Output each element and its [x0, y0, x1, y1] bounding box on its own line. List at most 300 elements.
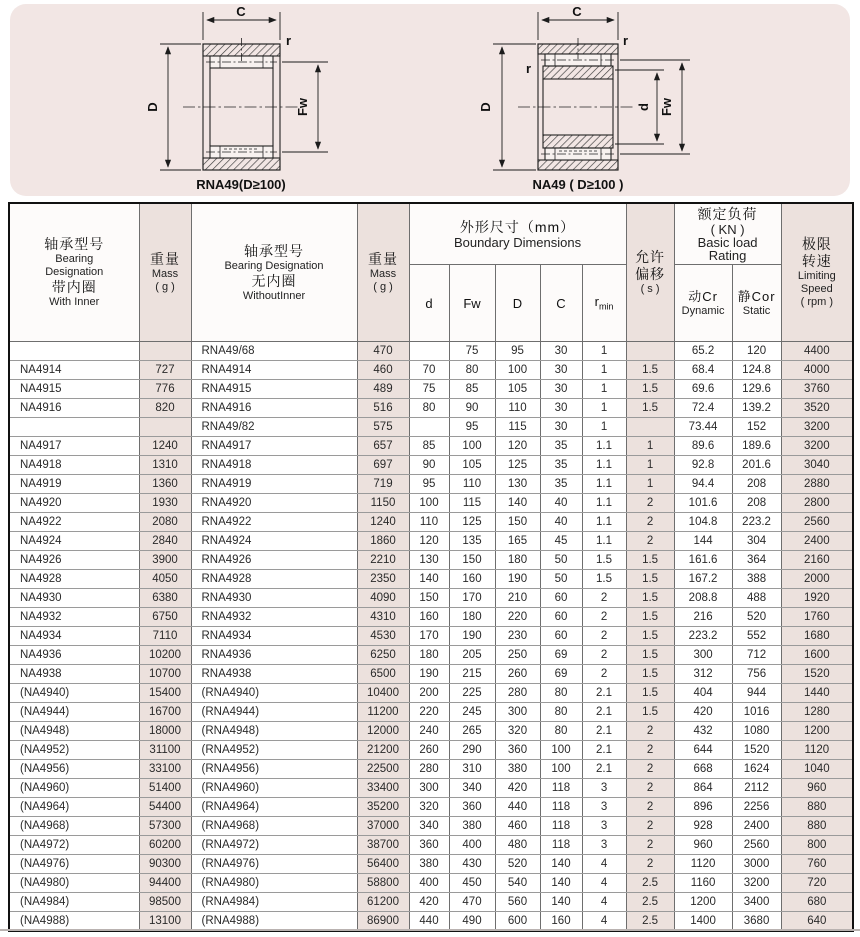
dim-fw: 125 [449, 513, 495, 532]
allowable-offset-s: 1.5 [626, 703, 674, 722]
dim-D: 95 [495, 342, 540, 361]
static-load-cor: 304 [732, 532, 781, 551]
mass-with-inner: 1240 [139, 437, 191, 456]
dim-D: 380 [495, 760, 540, 779]
dim-fw: 490 [449, 912, 495, 932]
bearing-spec-table-wrap [8, 202, 852, 932]
mass-without-inner: 86900 [357, 912, 409, 932]
limiting-speed: 800 [781, 836, 853, 855]
dim-label-D-left: D [145, 102, 160, 112]
with-inner-designation: NA4919 [9, 475, 139, 494]
limiting-speed: 2800 [781, 494, 853, 513]
dynamic-load-cr: 72.4 [674, 399, 732, 418]
allowable-offset-s: 1.5 [626, 570, 674, 589]
dim-fw: 150 [449, 551, 495, 570]
mass-without-inner: 489 [357, 380, 409, 399]
static-load-cor: 208 [732, 494, 781, 513]
header-without-inner-zh: 轴承型号 [244, 242, 304, 259]
with-inner-designation: NA4934 [9, 627, 139, 646]
rna49-caption: RNA49(D≥100) [196, 177, 286, 192]
dim-d: 440 [409, 912, 449, 932]
dim-fw: 90 [449, 399, 495, 418]
dim-d: 110 [409, 513, 449, 532]
static-load-cor: 488 [732, 589, 781, 608]
table-row [9, 551, 853, 570]
dim-C: 35 [540, 437, 582, 456]
header-mass-zh: 重量 [150, 251, 180, 267]
mass-with-inner: 7110 [139, 627, 191, 646]
dim-rmin: 1 [582, 418, 626, 437]
table-row [9, 342, 853, 361]
dim-D: 220 [495, 608, 540, 627]
dim-fw: 190 [449, 627, 495, 646]
limiting-speed: 2400 [781, 532, 853, 551]
dynamic-load-cr: 896 [674, 798, 732, 817]
dim-fw: 75 [449, 342, 495, 361]
with-inner-designation: (NA4956) [9, 760, 139, 779]
limiting-speed: 1120 [781, 741, 853, 760]
dim-C: 45 [540, 532, 582, 551]
table-row [9, 703, 853, 722]
dim-rmin: 2 [582, 646, 626, 665]
mass-with-inner: 90300 [139, 855, 191, 874]
rna49-drawing [183, 38, 300, 170]
without-inner-designation: RNA4914 [191, 361, 357, 380]
header-without-inner-zh2: 无内圈 [251, 272, 297, 289]
dim-fw: 310 [449, 760, 495, 779]
dim-d [409, 418, 449, 437]
dynamic-load-cr: 928 [674, 817, 732, 836]
header-basic-load-rating [674, 203, 781, 265]
header-speed-unit: ( rpm ) [800, 296, 833, 308]
with-inner-designation: NA4914 [9, 361, 139, 380]
without-inner-designation: (RNA4980) [191, 874, 357, 893]
without-inner-designation: (RNA4944) [191, 703, 357, 722]
dim-D: 230 [495, 627, 540, 646]
with-inner-designation: NA4917 [9, 437, 139, 456]
dim-fw: 340 [449, 779, 495, 798]
mass-without-inner: 21200 [357, 741, 409, 760]
header-mass-en: Mass [151, 268, 179, 280]
header-dim-d: d [409, 265, 449, 342]
mass-without-inner: 697 [357, 456, 409, 475]
static-load-cor: 552 [732, 627, 781, 646]
dim-rmin: 2.1 [582, 722, 626, 741]
without-inner-designation: RNA4928 [191, 570, 357, 589]
mass-without-inner: 12000 [357, 722, 409, 741]
allowable-offset-s [626, 342, 674, 361]
header-with-inner-zh: 轴承型号 [44, 236, 105, 252]
dim-C: 118 [540, 779, 582, 798]
dynamic-load-cr: 167.2 [674, 570, 732, 589]
mass-without-inner: 4090 [357, 589, 409, 608]
dynamic-load-cr: 1200 [674, 893, 732, 912]
limiting-speed: 3200 [781, 437, 853, 456]
dim-label-c-left: C [236, 4, 246, 19]
dim-D: 420 [495, 779, 540, 798]
header-static-cor [732, 265, 781, 342]
mass-with-inner: 31100 [139, 741, 191, 760]
allowable-offset-s: 1.5 [626, 684, 674, 703]
limiting-speed: 1600 [781, 646, 853, 665]
with-inner-designation: (NA4968) [9, 817, 139, 836]
dim-C: 69 [540, 665, 582, 684]
with-inner-designation: (NA4972) [9, 836, 139, 855]
mass-without-inner: 33400 [357, 779, 409, 798]
table-row [9, 437, 853, 456]
mass-with-inner: 6750 [139, 608, 191, 627]
dim-C: 118 [540, 817, 582, 836]
na49-caption: NA49 ( D≥100 ) [532, 177, 624, 192]
dim-rmin: 1.5 [582, 551, 626, 570]
static-load-cor: 388 [732, 570, 781, 589]
dim-D: 115 [495, 418, 540, 437]
header-with-inner-en3: With Inner [49, 296, 100, 308]
mass-without-inner: 6500 [357, 665, 409, 684]
dynamic-load-cr: 420 [674, 703, 732, 722]
table-row [9, 589, 853, 608]
dim-rmin: 1.1 [582, 532, 626, 551]
dim-fw: 115 [449, 494, 495, 513]
dim-C: 80 [540, 684, 582, 703]
without-inner-designation: RNA4920 [191, 494, 357, 513]
header-without-inner [191, 203, 357, 342]
mass-with-inner: 3900 [139, 551, 191, 570]
dim-fw: 170 [449, 589, 495, 608]
dim-rmin: 1.1 [582, 437, 626, 456]
table-row [9, 361, 853, 380]
with-inner-designation: (NA4964) [9, 798, 139, 817]
limiting-speed: 4400 [781, 342, 853, 361]
dim-d: 220 [409, 703, 449, 722]
static-load-cor: 712 [732, 646, 781, 665]
dynamic-load-cr: 432 [674, 722, 732, 741]
dim-rmin: 2.1 [582, 703, 626, 722]
dynamic-load-cr: 68.4 [674, 361, 732, 380]
header-dim-D: D [495, 265, 540, 342]
without-inner-designation: RNA4934 [191, 627, 357, 646]
without-inner-designation: (RNA4972) [191, 836, 357, 855]
dim-d: 130 [409, 551, 449, 570]
header-dynamic-cr [674, 265, 732, 342]
table-row [9, 532, 853, 551]
dim-d: 260 [409, 741, 449, 760]
header-dynamic-en: Dynamic [681, 305, 725, 317]
with-inner-designation: NA4938 [9, 665, 139, 684]
dim-C: 60 [540, 627, 582, 646]
mass-without-inner: 4530 [357, 627, 409, 646]
mass-with-inner: 1930 [139, 494, 191, 513]
mass-without-inner: 2210 [357, 551, 409, 570]
without-inner-designation: (RNA4988) [191, 912, 357, 932]
table-row [9, 494, 853, 513]
table-row [9, 684, 853, 703]
table-row [9, 665, 853, 684]
table-row [9, 722, 853, 741]
mass-without-inner: 61200 [357, 893, 409, 912]
header-mass-unit: ( g ) [155, 281, 175, 293]
without-inner-designation: (RNA4960) [191, 779, 357, 798]
header-dim-fw: Fw [449, 265, 495, 342]
dim-rmin: 2 [582, 627, 626, 646]
static-load-cor: 364 [732, 551, 781, 570]
with-inner-designation: NA4930 [9, 589, 139, 608]
dim-fw: 205 [449, 646, 495, 665]
dynamic-load-cr: 404 [674, 684, 732, 703]
dim-D: 190 [495, 570, 540, 589]
mass-with-inner: 54400 [139, 798, 191, 817]
mass-without-inner: 38700 [357, 836, 409, 855]
dim-rmin: 1.1 [582, 456, 626, 475]
dynamic-load-cr: 144 [674, 532, 732, 551]
header-mass-without-inner [357, 203, 409, 342]
allowable-offset-s: 1.5 [626, 399, 674, 418]
dim-rmin: 4 [582, 912, 626, 932]
dim-fw: 135 [449, 532, 495, 551]
static-load-cor: 129.6 [732, 380, 781, 399]
static-load-cor: 1624 [732, 760, 781, 779]
allowable-offset-s: 2 [626, 760, 674, 779]
dim-fw: 360 [449, 798, 495, 817]
without-inner-designation: RNA4930 [191, 589, 357, 608]
limiting-speed: 3200 [781, 418, 853, 437]
without-inner-designation: (RNA4984) [191, 893, 357, 912]
dim-fw: 245 [449, 703, 495, 722]
mass-with-inner: 1310 [139, 456, 191, 475]
dim-D: 180 [495, 551, 540, 570]
dim-fw: 265 [449, 722, 495, 741]
static-load-cor: 2400 [732, 817, 781, 836]
dim-D: 150 [495, 513, 540, 532]
with-inner-designation: (NA4976) [9, 855, 139, 874]
dim-D: 600 [495, 912, 540, 932]
without-inner-designation: RNA4926 [191, 551, 357, 570]
with-inner-designation [9, 342, 139, 361]
mass-with-inner: 15400 [139, 684, 191, 703]
mass-without-inner: 470 [357, 342, 409, 361]
limiting-speed: 2880 [781, 475, 853, 494]
dim-C: 100 [540, 760, 582, 779]
header-rating-zh: 额定负荷 [697, 206, 758, 222]
dynamic-load-cr: 668 [674, 760, 732, 779]
dynamic-load-cr: 223.2 [674, 627, 732, 646]
mass-with-inner: 10200 [139, 646, 191, 665]
dim-D: 560 [495, 893, 540, 912]
with-inner-designation: NA4936 [9, 646, 139, 665]
dim-d: 160 [409, 608, 449, 627]
mass-with-inner: 18000 [139, 722, 191, 741]
limiting-speed: 1680 [781, 627, 853, 646]
dim-D: 120 [495, 437, 540, 456]
dynamic-load-cr: 312 [674, 665, 732, 684]
dynamic-load-cr: 104.8 [674, 513, 732, 532]
mass-with-inner: 33100 [139, 760, 191, 779]
dim-d: 280 [409, 760, 449, 779]
allowable-offset-s: 1.5 [626, 380, 674, 399]
with-inner-designation: NA4916 [9, 399, 139, 418]
with-inner-designation: (NA4944) [9, 703, 139, 722]
limiting-speed: 1920 [781, 589, 853, 608]
with-inner-designation: (NA4980) [9, 874, 139, 893]
limiting-speed: 2560 [781, 513, 853, 532]
with-inner-designation: NA4924 [9, 532, 139, 551]
header-speed-zh2: 转速 [801, 253, 832, 269]
dim-C: 140 [540, 855, 582, 874]
static-load-cor: 2560 [732, 836, 781, 855]
with-inner-designation: NA4926 [9, 551, 139, 570]
without-inner-designation: (RNA4948) [191, 722, 357, 741]
dim-fw: 290 [449, 741, 495, 760]
dim-fw: 160 [449, 570, 495, 589]
without-inner-designation: RNA4919 [191, 475, 357, 494]
dim-d: 380 [409, 855, 449, 874]
with-inner-designation: (NA4984) [9, 893, 139, 912]
dim-d: 70 [409, 361, 449, 380]
static-load-cor: 208 [732, 475, 781, 494]
dim-D: 165 [495, 532, 540, 551]
dynamic-load-cr: 1160 [674, 874, 732, 893]
static-load-cor: 3400 [732, 893, 781, 912]
mass-without-inner: 10400 [357, 684, 409, 703]
header-allowable-offset [626, 203, 674, 342]
dim-d: 240 [409, 722, 449, 741]
allowable-offset-s: 2.5 [626, 874, 674, 893]
limiting-speed: 680 [781, 893, 853, 912]
mass-without-inner: 58800 [357, 874, 409, 893]
dim-D: 520 [495, 855, 540, 874]
static-load-cor: 1016 [732, 703, 781, 722]
without-inner-designation: (RNA4940) [191, 684, 357, 703]
limiting-speed: 2160 [781, 551, 853, 570]
dim-d: 400 [409, 874, 449, 893]
static-load-cor: 1520 [732, 741, 781, 760]
mass-with-inner: 57300 [139, 817, 191, 836]
table-row [9, 836, 853, 855]
without-inner-designation: RNA4938 [191, 665, 357, 684]
dim-fw: 430 [449, 855, 495, 874]
without-inner-designation: (RNA4964) [191, 798, 357, 817]
static-load-cor: 520 [732, 608, 781, 627]
static-load-cor: 2256 [732, 798, 781, 817]
header-boundary-en: Boundary Dimensions [453, 235, 582, 250]
dim-fw: 110 [449, 475, 495, 494]
limiting-speed: 3520 [781, 399, 853, 418]
header-offset-zh2: 偏移 [635, 266, 666, 282]
dim-fw: 80 [449, 361, 495, 380]
dim-C: 80 [540, 722, 582, 741]
header-rating-en1: Basic load [697, 235, 758, 250]
table-row [9, 893, 853, 912]
static-load-cor: 189.6 [732, 437, 781, 456]
mass-without-inner: 22500 [357, 760, 409, 779]
allowable-offset-s: 1.5 [626, 551, 674, 570]
mass-without-inner: 35200 [357, 798, 409, 817]
dim-d: 340 [409, 817, 449, 836]
dim-D: 320 [495, 722, 540, 741]
mass-without-inner: 657 [357, 437, 409, 456]
dim-rmin: 3 [582, 779, 626, 798]
dim-d: 80 [409, 399, 449, 418]
static-load-cor: 3200 [732, 874, 781, 893]
with-inner-designation: NA4928 [9, 570, 139, 589]
table-row [9, 608, 853, 627]
mass-with-inner: 98500 [139, 893, 191, 912]
dynamic-load-cr: 73.44 [674, 418, 732, 437]
dim-D: 110 [495, 399, 540, 418]
dim-C: 160 [540, 912, 582, 932]
dim-C: 140 [540, 874, 582, 893]
dynamic-load-cr: 644 [674, 741, 732, 760]
dim-D: 210 [495, 589, 540, 608]
allowable-offset-s: 1.5 [626, 646, 674, 665]
without-inner-designation: RNA4917 [191, 437, 357, 456]
dim-d: 140 [409, 570, 449, 589]
bearing-spec-table [8, 202, 854, 932]
static-load-cor: 756 [732, 665, 781, 684]
limiting-speed: 960 [781, 779, 853, 798]
allowable-offset-s [626, 418, 674, 437]
dim-rmin: 3 [582, 836, 626, 855]
table-row [9, 646, 853, 665]
allowable-offset-s: 2 [626, 836, 674, 855]
static-load-cor: 3000 [732, 855, 781, 874]
with-inner-designation: (NA4940) [9, 684, 139, 703]
dim-d: 75 [409, 380, 449, 399]
header-without-inner-en1: Bearing Designation [224, 259, 324, 272]
dim-d: 190 [409, 665, 449, 684]
dim-fw: 85 [449, 380, 495, 399]
limiting-speed: 4000 [781, 361, 853, 380]
mass-with-inner [139, 418, 191, 437]
with-inner-designation: (NA4988) [9, 912, 139, 932]
table-row [9, 798, 853, 817]
static-load-cor: 223.2 [732, 513, 781, 532]
table-row [9, 513, 853, 532]
dim-rmin: 1.1 [582, 494, 626, 513]
allowable-offset-s: 2 [626, 741, 674, 760]
bearing-drawings-panel [10, 4, 850, 196]
mass-with-inner: 1360 [139, 475, 191, 494]
dim-rmin: 2.1 [582, 684, 626, 703]
mass-without-inner: 1240 [357, 513, 409, 532]
header-limiting-speed [781, 203, 853, 342]
page-bottom-rule [0, 929, 860, 931]
dim-D: 260 [495, 665, 540, 684]
dynamic-load-cr: 94.4 [674, 475, 732, 494]
allowable-offset-s: 1.5 [626, 627, 674, 646]
limiting-speed: 2000 [781, 570, 853, 589]
header-dim-rmin: $r_{min}$ [582, 265, 626, 342]
without-inner-designation: RNA4936 [191, 646, 357, 665]
table-row [9, 380, 853, 399]
dim-C: 30 [540, 342, 582, 361]
dim-C: 35 [540, 456, 582, 475]
dim-C: 30 [540, 380, 582, 399]
allowable-offset-s: 2 [626, 798, 674, 817]
dim-d: 320 [409, 798, 449, 817]
static-load-cor: 944 [732, 684, 781, 703]
dim-rmin: 1 [582, 399, 626, 418]
dynamic-load-cr: 1400 [674, 912, 732, 932]
without-inner-designation: RNA4915 [191, 380, 357, 399]
limiting-speed: 1280 [781, 703, 853, 722]
header-static-zh: 静Cor [737, 289, 776, 304]
mass-without-inner: 516 [357, 399, 409, 418]
header-speed-en1: Limiting [797, 270, 836, 282]
dim-d: 360 [409, 836, 449, 855]
dim-label-d-right: d [636, 103, 651, 111]
mass-with-inner: 776 [139, 380, 191, 399]
